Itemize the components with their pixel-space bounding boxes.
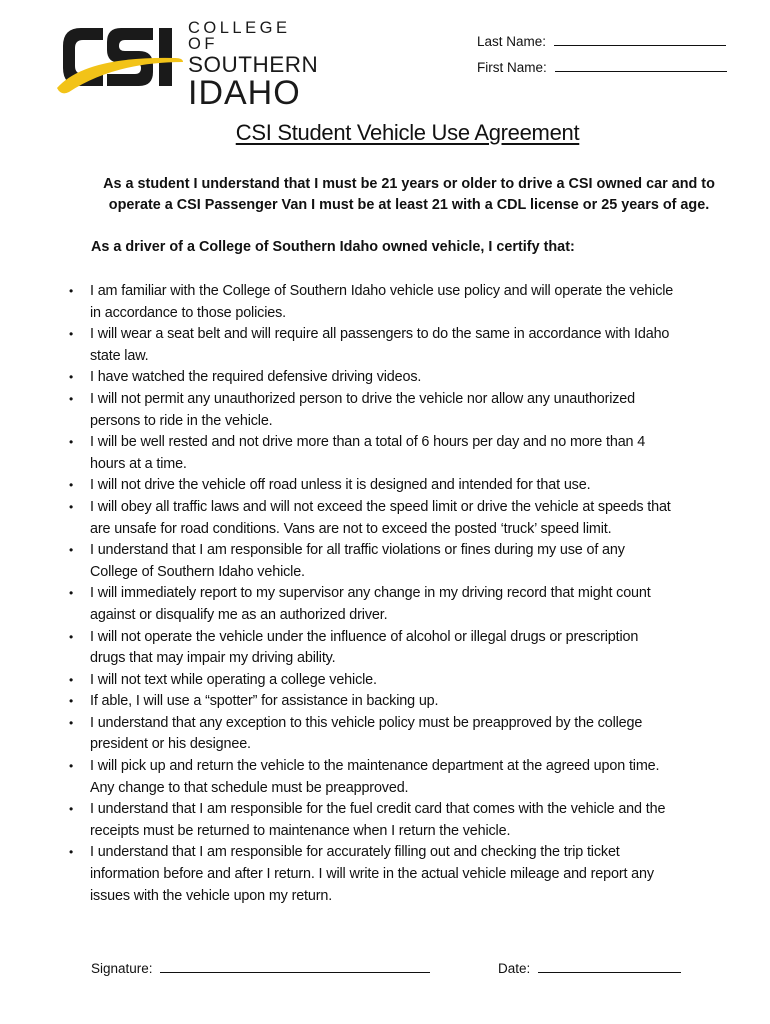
page-title: CSI Student Vehicle Use Agreement	[235, 120, 580, 145]
signature-field[interactable]	[160, 960, 430, 973]
bullet-icon: •	[68, 327, 74, 342]
agreement-item-line: Any change to that schedule must be preapproved.	[90, 779, 409, 796]
agreement-item-line: I will wear a seat belt and will require all passengers to do the same in accordance with Idaho	[90, 326, 670, 343]
bullet-icon: •	[68, 759, 74, 774]
first-name-field[interactable]	[555, 59, 727, 72]
agreement-item-line: persons to ride in the vehicle.	[90, 412, 273, 429]
agreement-item	[66, 475, 736, 497]
bullet-icon: •	[68, 478, 74, 493]
last-name-label: Last Name:	[477, 34, 547, 49]
agreement-item-line: I will immediately report to my supervisor any change in my driving record that might count	[90, 585, 651, 602]
agreement-item-line: If able, I will use a “spotter” for assistance in backing up.	[90, 693, 439, 710]
agreement-item-line: I will not text while operating a college vehicle.	[90, 671, 377, 688]
logo-southern: SOUTHERN	[188, 52, 319, 77]
bullet-icon: •	[68, 715, 74, 730]
first-name-label: First Name:	[477, 60, 547, 75]
last-name-field[interactable]	[554, 33, 726, 46]
agreement-item-line: I am familiar with the College of Southern Idaho vehicle use policy and will operate the vehicle	[90, 283, 674, 299]
agreement-item-line: I have watched the required defensive driving videos.	[90, 369, 422, 386]
agreement-item-line: I will not drive the vehicle off road unless it is designed and intended for that use.	[90, 477, 591, 494]
agreement-item	[66, 540, 736, 583]
certify-statement: As a driver of a College of Southern Idaho owned vehicle, I certify that:	[91, 239, 575, 255]
bullet-icon: •	[68, 543, 74, 558]
agreement-item-line: state law.	[90, 347, 149, 364]
signature-row	[91, 960, 430, 978]
agreement-item-line: I understand that I am responsible for all traffic violations or fines during my use of any	[90, 542, 625, 559]
agreement-item-line: I understand that I am responsible for accurately filling out and checking the trip ticket	[90, 844, 620, 861]
agreement-item-line: I will obey all traffic laws and will not exceed the speed limit or drive the vehicle at speeds that	[90, 498, 671, 515]
agreement-item-line: president or his designee.	[90, 736, 251, 753]
agreement-item	[66, 713, 736, 756]
agreement-item-line: are unsafe for road conditions. Vans are not to exceed the posted ‘truck’ speed limit.	[90, 520, 612, 537]
agreement-item	[66, 627, 736, 670]
agreement-item-line: against or disqualify me as an authorized driver.	[90, 606, 388, 623]
bullet-icon: •	[68, 284, 74, 298]
agreement-item-line: issues with the vehicle upon my return.	[90, 887, 333, 904]
intro-statement: As a student I understand that I must be 21 years or older to drive a CSI owned car and to operate a CSI Passenger Van I must be at least 21 with a CDL license or 25 years of age.	[103, 176, 715, 213]
agreement-item	[66, 583, 736, 626]
date-field[interactable]	[538, 960, 681, 973]
bullet-icon: •	[68, 586, 74, 601]
agreement-item-line: College of Southern Idaho vehicle.	[90, 563, 305, 580]
agreement-item	[66, 799, 736, 842]
bullet-icon: •	[68, 499, 74, 514]
agreement-item	[66, 497, 736, 540]
signature-label: Signature:	[91, 961, 153, 976]
agreement-item-line: I understand that I am responsible for the fuel credit card that comes with the vehicle and the	[90, 801, 666, 818]
agreement-item	[66, 842, 736, 907]
csi-logo-mark	[55, 18, 185, 96]
agreement-item-line: information before and after I return. I will write in the actual vehicle mileage and report any	[90, 866, 654, 883]
agreement-item-line: receipts must be returned to maintenance when I return the vehicle.	[90, 822, 511, 839]
bullet-icon: •	[68, 802, 74, 817]
agreement-item-line: I will be well rested and not drive more than a total of 6 hours per day and no more than 4	[90, 434, 646, 451]
agreement-item	[66, 367, 736, 389]
logo-wordmark	[188, 19, 328, 112]
agreement-item	[66, 670, 736, 692]
agreement-item	[66, 756, 736, 799]
bullet-icon: •	[68, 845, 74, 860]
bullet-icon: •	[68, 672, 74, 687]
agreement-item	[66, 324, 736, 367]
date-row	[498, 960, 681, 978]
agreement-item-line: I understand that any exception to this vehicle policy must be preapproved by the college	[90, 714, 643, 731]
logo-idaho: IDAHO	[188, 74, 301, 112]
agreement-item-line: drugs that may impair my driving ability.	[90, 650, 336, 667]
date-label: Date:	[498, 961, 531, 976]
name-fields	[477, 33, 727, 85]
bullet-icon: •	[68, 370, 74, 385]
agreement-item-line: I will pick up and return the vehicle to the maintenance department at the agreed upon time.	[90, 758, 660, 775]
bullet-icon: •	[68, 694, 74, 709]
agreement-list	[66, 281, 736, 907]
agreement-item-line: I will not operate the vehicle under the influence of alcohol or illegal drugs or prescription	[90, 628, 639, 645]
agreement-item-line: I will not permit any unauthorized person to drive the vehicle nor allow any unauthorized	[90, 390, 636, 407]
first-name-row	[477, 59, 727, 85]
bullet-icon: •	[68, 629, 74, 644]
bullet-icon: •	[68, 391, 74, 406]
agreement-item	[66, 389, 736, 432]
last-name-row	[477, 33, 727, 59]
agreement-item	[66, 691, 736, 713]
logo-college-of: COLLEGE OF	[188, 19, 291, 53]
bullet-icon: •	[68, 435, 74, 450]
agreement-item	[66, 432, 736, 475]
agreement-item-line: hours at a time.	[90, 455, 187, 472]
agreement-item-line: in accordance to those policies.	[90, 304, 286, 321]
csi-logo	[55, 18, 330, 112]
agreement-item	[66, 281, 736, 324]
